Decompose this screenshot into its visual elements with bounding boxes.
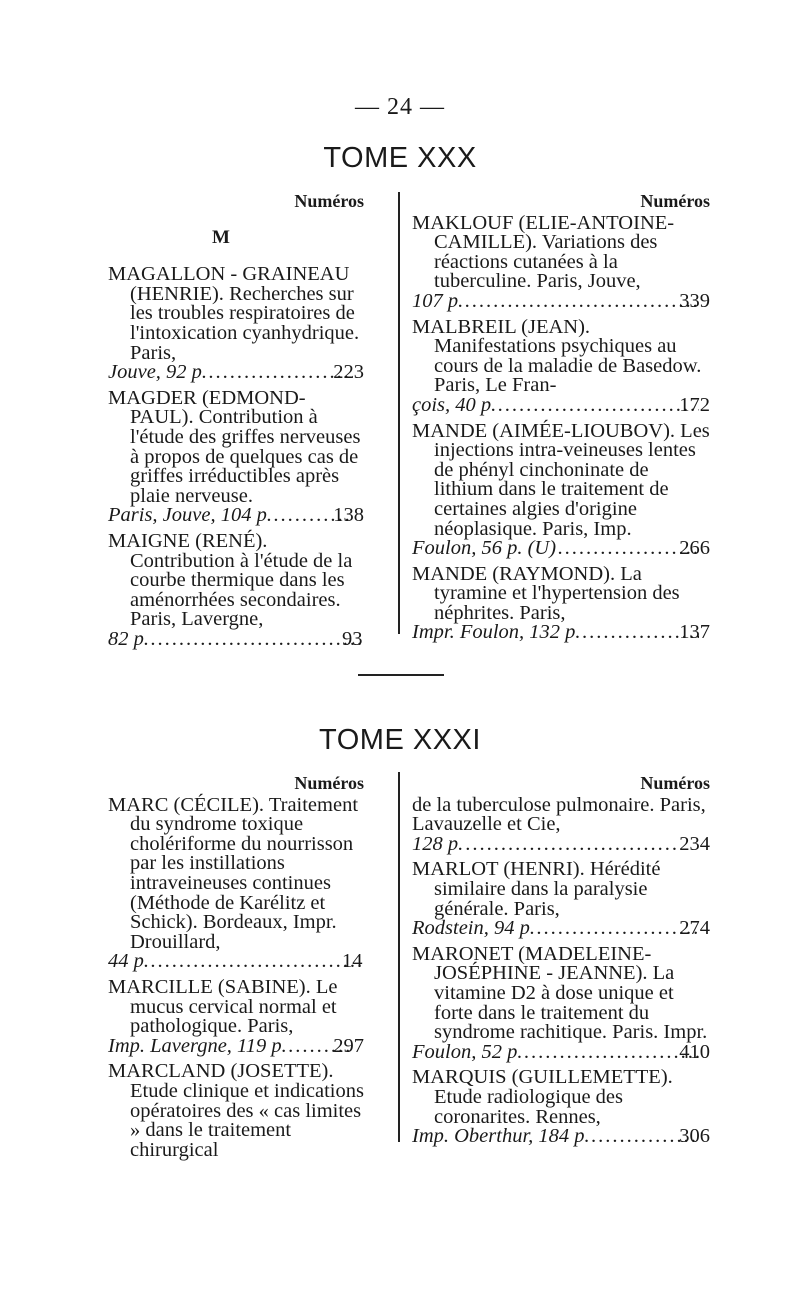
author-name: MAGALLON - GRAINEAU	[108, 263, 350, 286]
dot-leader	[209, 363, 353, 383]
entry-title: Traitement du syndrome toxique cholériforme du nourrisson par les instillations intraveineuses continues (Méthode de Karélitz et Schick). Bordeaux, Impr. Drouillard,	[130, 793, 359, 953]
entry-number: 274	[679, 917, 710, 940]
entry-reference-line	[412, 289, 710, 312]
author-name: MARCLAND	[108, 1060, 226, 1083]
left-column	[108, 774, 364, 1166]
entry-title: Variations des réactions cutanées à la tuberculine. Paris, Jouve,	[434, 231, 658, 293]
entry-number: 339	[679, 289, 710, 312]
entry-title: Contribution à l'étude des griffes nerveuses à propos de quelques cas de griffes irréductibles après plaie nerveuse.	[130, 406, 361, 507]
author-given-names: (HENRI).	[503, 858, 585, 881]
bibliography-entry	[412, 211, 710, 312]
entry-body	[108, 529, 364, 631]
entry-body	[412, 858, 710, 920]
publisher-pages: Imp. Lavergne, 119 p.	[108, 1034, 287, 1057]
dot-leader	[558, 539, 699, 559]
author-given-names: (ELIE-ANTOINE-CAMILLE).	[434, 211, 675, 254]
author-given-names: (JOSETTE).	[230, 1060, 334, 1083]
letter-heading: M	[212, 226, 230, 248]
author-name: MAGDER	[108, 386, 197, 409]
section-title: TOME XXX	[323, 142, 477, 174]
entry-title: Recherches sur les troubles respiratoires de l'intoxication cyanhydrique. Paris,	[130, 282, 360, 364]
bibliography-entry	[412, 419, 710, 560]
dot-leader	[151, 952, 362, 972]
dot-leader	[498, 396, 699, 416]
author-given-names: (CÉCILE).	[173, 793, 265, 816]
publisher-pages: Imp. Oberthur, 184 p.	[412, 1125, 590, 1148]
publisher-pages: Foulon, 56 p. (U)	[412, 537, 557, 560]
entry-body	[108, 1060, 364, 1161]
entry-title: Etude clinique et indications opératoires des « cas limites » dans le traitement chirurgical	[130, 1079, 364, 1161]
dot-leader	[465, 835, 677, 855]
entry-title: Le mucus cervical normal et pathologique. Paris,	[130, 975, 338, 1038]
numeros-header: Numéros	[640, 773, 710, 793]
entry-body	[412, 793, 710, 836]
entry-body	[412, 211, 710, 293]
section-separator	[358, 674, 444, 676]
entry-title: La vitamine D2 à dose unique et forte dans le traitement du syndrome rachitique. Paris. Impr.	[434, 962, 708, 1044]
author-given-names: (RENÉ).	[195, 529, 268, 552]
author-given-names: (MADELEINE-JOSÉPHINE - JEANNE).	[434, 942, 652, 985]
author-name: MARCILLE	[108, 975, 213, 998]
bibliography-entry	[108, 386, 364, 527]
entry-body	[412, 562, 710, 624]
entry-title: La tyramine et l'hypertension des néphrites. Paris,	[434, 562, 680, 624]
entry-body	[412, 1066, 710, 1128]
bibliography-entry	[108, 793, 364, 973]
publisher-pages: Impr. Foulon, 132 p.	[412, 621, 581, 644]
numeros-header: Numéros	[640, 191, 710, 211]
left-column	[108, 192, 364, 655]
author-name: MAKLOUF	[412, 211, 514, 234]
author-name: MARONET	[412, 942, 513, 965]
author-name: MALBREIL	[412, 315, 517, 338]
author-name: MANDE	[412, 419, 488, 442]
entry-reference-line	[412, 1125, 710, 1148]
entry-number: 266	[679, 537, 710, 560]
dot-leader	[151, 630, 362, 650]
bibliography-entry	[412, 1068, 710, 1146]
entry-reference-line	[108, 361, 364, 384]
author-name: MAIGNE	[108, 529, 190, 552]
entry-title: Les injections intra-veineuses lentes de phényl cinchoninate de lithium dans le traitement de certaines algies d'origine néoplasique. Paris, Imp.	[434, 419, 710, 540]
entry-reference-line	[412, 537, 710, 560]
author-given-names: (HENRIE).	[130, 282, 224, 305]
bibliography-entry	[412, 860, 710, 938]
dot-leader	[537, 919, 699, 939]
publisher-pages: Jouve, 92 p.	[108, 361, 208, 384]
author-given-names: (RAYMOND).	[492, 562, 616, 585]
entry-title: Hérédité similaire dans la paralysie générale. Paris,	[434, 858, 661, 920]
author-given-names: (SABINE).	[217, 975, 311, 998]
entry-number: 297	[333, 1034, 364, 1057]
entry-number: 234	[679, 832, 710, 855]
author-given-names: (AIMÉE-LIOUBOV).	[492, 419, 676, 442]
author-name: MARC	[108, 793, 169, 816]
entry-reference-line	[412, 393, 710, 416]
author-name: MARLOT	[412, 858, 499, 881]
entry-number: 306	[679, 1125, 710, 1148]
bibliography-entry	[108, 529, 364, 650]
author-name: MANDE	[412, 562, 488, 585]
entry-number: 410	[679, 1040, 710, 1063]
entry-number: 137	[679, 621, 710, 644]
page-number: — 24 —	[355, 94, 445, 120]
publisher-pages: çois, 40 p.	[412, 393, 497, 416]
numeros-header: Numéros	[294, 191, 364, 211]
entry-reference-line	[412, 917, 710, 940]
publisher-pages: Rodstein, 94 p.	[412, 917, 535, 940]
entry-body	[108, 975, 364, 1038]
right-column	[412, 774, 710, 1153]
bibliography-entry	[108, 1062, 364, 1160]
entry-reference-line	[108, 1034, 364, 1057]
entry-number: 138	[333, 504, 364, 527]
bibliography-entry	[108, 265, 364, 383]
entry-reference-line: 82 p. ..... 93	[130, 630, 364, 650]
dot-leader	[524, 1043, 699, 1063]
entry-title: de la tuberculose pulmonaire. Paris, Lavauzelle et Cie,	[412, 793, 706, 836]
entry-body	[108, 793, 364, 953]
column-divider	[398, 192, 400, 634]
author-given-names: (JEAN).	[521, 315, 591, 338]
entry-reference-line: 44 p. ..... 14	[130, 952, 364, 972]
author-given-names: (GUILLEMETTE).	[511, 1066, 673, 1089]
bibliography-entry	[412, 942, 710, 1063]
publisher-pages: 82 p.	[108, 627, 149, 650]
numeros-header: Numéros	[294, 773, 364, 793]
bibliography-entry	[108, 975, 364, 1057]
section-title: TOME XXXI	[319, 724, 481, 756]
publisher-pages: Foulon, 52 p.	[412, 1040, 523, 1063]
entry-title: Contribution à l'étude de la courbe thermique dans les aménorrhées secondaires. Paris, Lavergne,	[130, 549, 353, 631]
author-given-names: (EDMOND-PAUL).	[130, 386, 306, 429]
dot-leader	[465, 292, 699, 312]
bibliography-entry	[412, 315, 710, 416]
entry-title: Manifestations psychiques au cours de la maladie de Basedow. Paris, Le Fran-	[434, 335, 702, 397]
entry-reference-line	[412, 621, 710, 644]
right-column	[412, 192, 710, 649]
entry-body	[108, 386, 364, 507]
bibliography-entry	[412, 562, 710, 644]
entry-reference-line	[108, 504, 364, 527]
entry-reference-line	[412, 832, 710, 855]
entry-title: Etude radiologique des coronarites. Rennes,	[434, 1085, 624, 1128]
entry-number: 223	[333, 361, 364, 384]
column-divider	[398, 772, 400, 1142]
entry-body	[108, 263, 364, 364]
entry-body	[412, 315, 710, 397]
entry-reference-line	[412, 1040, 710, 1063]
publisher-pages: 128 p.	[412, 832, 464, 855]
publisher-pages: Paris, Jouve, 104 p.	[108, 504, 272, 527]
entry-number: 172	[679, 393, 710, 416]
publisher-pages: 44 p.	[108, 950, 149, 973]
entry-body	[412, 419, 710, 540]
entry-body	[412, 942, 710, 1044]
bibliography-entry	[412, 793, 710, 855]
author-name: MARQUIS	[412, 1066, 507, 1089]
publisher-pages: 107 p.	[412, 289, 464, 312]
